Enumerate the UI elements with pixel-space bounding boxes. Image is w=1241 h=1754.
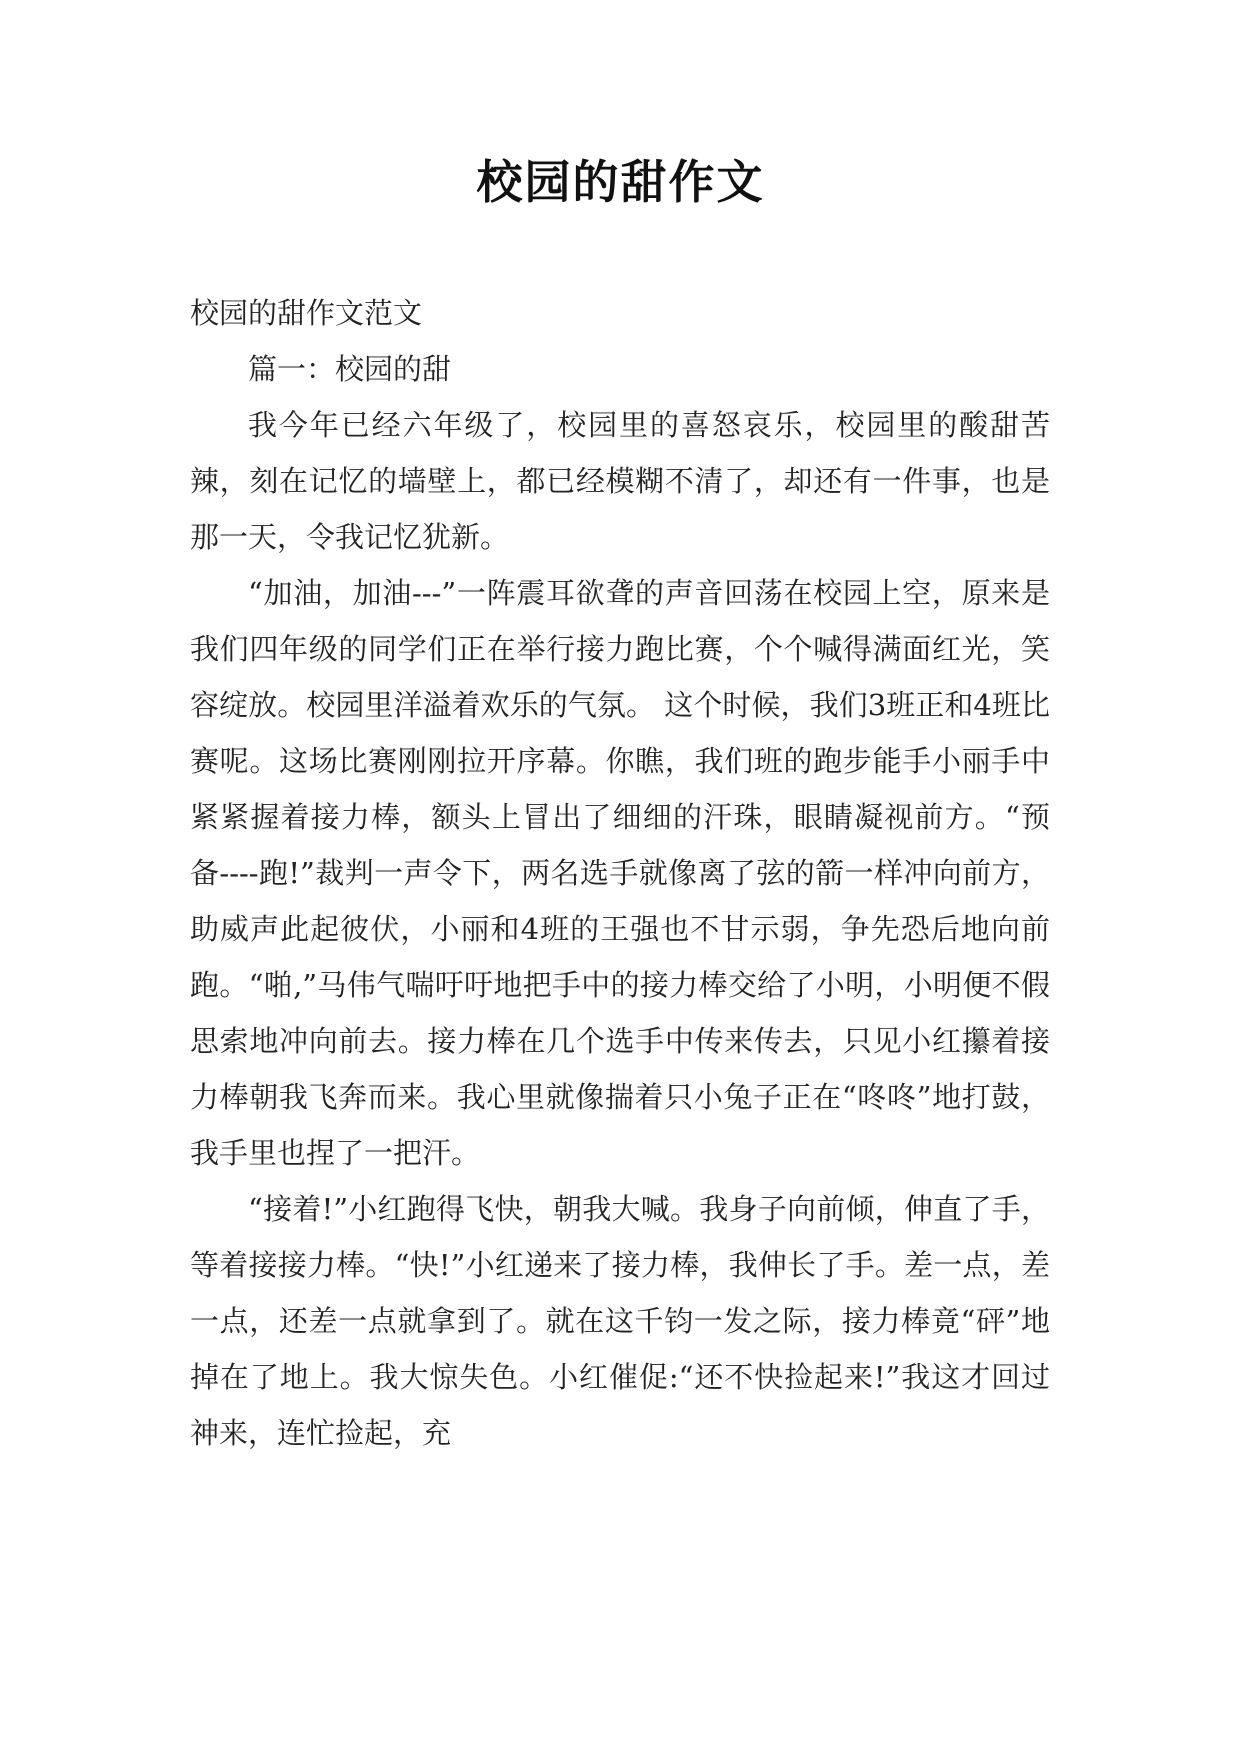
- document-title: 校园的甜作文: [476, 155, 765, 209]
- paragraph: 我今年已经六年级了，校园里的喜怒哀乐，校园里的酸甜苦辣，刻在记忆的墙壁上，都已经模糊不清了，却还有一件事，也是那一天，令我记忆犹新。: [190, 408, 1050, 554]
- paragraph: “接着!”小红跑得飞快，朝我大喊。我身子向前倾，伸直了手，等着接接力棒。“快!”小红递来了接力棒，我伸长了手。差一点，差一点，还差一点就拿到了。就在这千钧一发之际，接力棒竟“砰”地掉在了地上。我大惊失色。小红催促:“还不快捡起来!”我这才回过神来，连忙捡起，充: [190, 1192, 1050, 1450]
- document-subtitle: 校园的甜作文范文: [190, 296, 423, 330]
- section-heading: 篇一：校园的甜: [248, 352, 452, 386]
- document-body: [190, 285, 1050, 1461]
- paragraph: “加油，加油---”一阵震耳欲聋的声音回荡在校园上空，原来是我们四年级的同学们正在举行接力跑比赛，个个喊得满面红光，笑容绽放。校园里洋溢着欢乐的气氛。 这个时候，我们3班正和4班比赛呢。这场比赛刚刚拉开序幕。你瞧，我们班的跑步能手小丽手中紧紧握着接力棒，额头上冒出了细细的汗珠，眼睛凝视前方。“预备----跑!”裁判一声令下，两名选手就像离了弦的箭一样冲向前方，助威声此起彼伏，小丽和4班的王强也不甘示弱，争先恐后地向前跑。“啪,”马伟气喘吁吁地把手中的接力棒交给了小明，小明便不假思索地冲向前去。接力棒在几个选手中传来传去，只见小红攥着接力棒朝我飞奔而来。我心里就像揣着只小兔子正在“咚咚”地打鼓，我手里也捏了一把汗。: [190, 576, 1050, 1170]
